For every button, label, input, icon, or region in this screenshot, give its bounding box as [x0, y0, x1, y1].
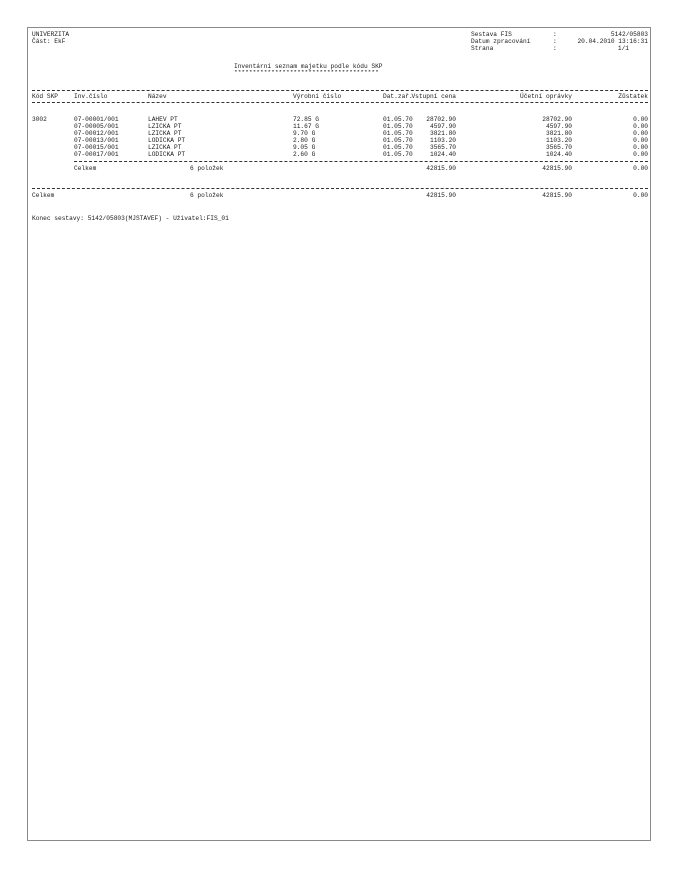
report-label: Sestava FIS — [471, 31, 512, 38]
date-sep: : — [553, 38, 557, 45]
cell-zustatek: 0.00 — [633, 137, 648, 144]
org-part: Část: EkF — [32, 38, 66, 45]
cell-zustatek: 0.00 — [633, 151, 648, 158]
cell-opravky: 1103.20 — [546, 137, 572, 144]
title-underline: *************************************** — [234, 70, 379, 76]
total-rule — [32, 188, 648, 189]
cell-datum: 01.05.70 — [383, 130, 413, 137]
total-opravky: 42815.90 — [542, 192, 572, 199]
subtotal-count: 6 položek — [190, 165, 224, 172]
page-value: 1/1 — [617, 45, 629, 52]
cell-datum: 01.05.70 — [383, 137, 413, 144]
cell-opravky: 3821.80 — [546, 130, 572, 137]
cell-cena: 3565.70 — [430, 144, 456, 151]
col-zustatek: Zůstatek — [618, 93, 648, 100]
report-footer: Konec sestavy: 5142/05803(MJSTAVEF) - Uživatel:FIS_01 — [32, 215, 229, 222]
cell-nazev: LZICKA PT — [148, 144, 182, 151]
cell-datum: 01.05.70 — [383, 151, 413, 158]
cell-inv: 07-00001/001 — [74, 116, 119, 123]
cell-inv: 07-00017/001 — [74, 151, 119, 158]
cell-vyrobni: 11.67 G — [293, 123, 319, 130]
cell-opravky: 4597.90 — [546, 123, 572, 130]
cell-nazev: LODICKA PT — [148, 151, 186, 158]
cell-vyrobni: 9.70 G — [293, 130, 316, 137]
cell-nazev: LZICKA PT — [148, 130, 182, 137]
cell-cena: 1024.40 — [430, 151, 456, 158]
col-cena: Vstupní cena — [411, 93, 456, 100]
cell-nazev: LODICKA PT — [148, 137, 186, 144]
page-sep: : — [553, 45, 557, 52]
cell-datum: 01.05.70 — [383, 123, 413, 130]
col-inv: Inv.číslo — [74, 93, 108, 100]
cell-inv: 07-00012/001 — [74, 130, 119, 137]
cell-datum: 01.05.70 — [383, 116, 413, 123]
cell-zustatek: 0.00 — [633, 123, 648, 130]
col-vyrobni: Výrobní číslo — [293, 93, 342, 100]
subtotal-zustatek: 0.00 — [633, 165, 648, 172]
cell-vyrobni: 72.85 G — [293, 116, 319, 123]
cell-inv: 07-00015/001 — [74, 144, 119, 151]
cell-vyrobni: 2.60 G — [293, 151, 316, 158]
cell-opravky: 28702.90 — [542, 116, 572, 123]
header-rule-top — [32, 90, 648, 91]
cell-inv: 07-00005/001 — [74, 123, 119, 130]
cell-cena: 28702.90 — [426, 116, 456, 123]
cell-vyrobni: 9.05 G — [293, 144, 316, 151]
page-label: Strana — [471, 45, 494, 52]
total-count: 6 položek — [190, 192, 224, 199]
cell-cena: 1103.20 — [430, 137, 456, 144]
date-value: 20.04.2010 13:16:31 — [577, 38, 648, 45]
cell-zustatek: 0.00 — [633, 144, 648, 151]
date-label: Datum zpracování — [471, 38, 531, 45]
cell-cena: 4597.90 — [430, 123, 456, 130]
cell-zustatek: 0.00 — [633, 116, 648, 123]
subtotal-label: Celkem — [74, 165, 97, 172]
subtotal-cena: 42815.90 — [426, 165, 456, 172]
group-code: 3002 — [32, 116, 47, 123]
cell-vyrobni: 2.80 G — [293, 137, 316, 144]
col-kod: Kód SKP — [32, 93, 58, 100]
subtotal-opravky: 42815.90 — [542, 165, 572, 172]
total-cena: 42815.90 — [426, 192, 456, 199]
cell-inv: 07-00013/001 — [74, 137, 119, 144]
report-value: 5142/05803 — [610, 31, 648, 38]
report-title: Inventární seznam majetku podle kódu SKP — [234, 63, 383, 70]
total-label: Celkem — [32, 192, 55, 199]
cell-datum: 01.05.70 — [383, 144, 413, 151]
cell-opravky: 1024.40 — [546, 151, 572, 158]
report-sep: : — [553, 31, 557, 38]
cell-cena: 3821.80 — [430, 130, 456, 137]
header-rule-bottom — [32, 102, 648, 103]
cell-nazev: LAHEV PT — [148, 116, 178, 123]
cell-zustatek: 0.00 — [633, 130, 648, 137]
col-datum: Dat.zař. — [383, 93, 413, 100]
cell-nazev: LZICKA PT — [148, 123, 182, 130]
col-nazev: Název — [148, 93, 167, 100]
total-zustatek: 0.00 — [633, 192, 648, 199]
subtotal-rule — [74, 161, 648, 162]
report-page — [27, 27, 651, 841]
col-opravky: Účetní oprávky — [520, 93, 572, 100]
org-name: UNIVERZITA — [32, 31, 70, 38]
cell-opravky: 3565.70 — [546, 144, 572, 151]
